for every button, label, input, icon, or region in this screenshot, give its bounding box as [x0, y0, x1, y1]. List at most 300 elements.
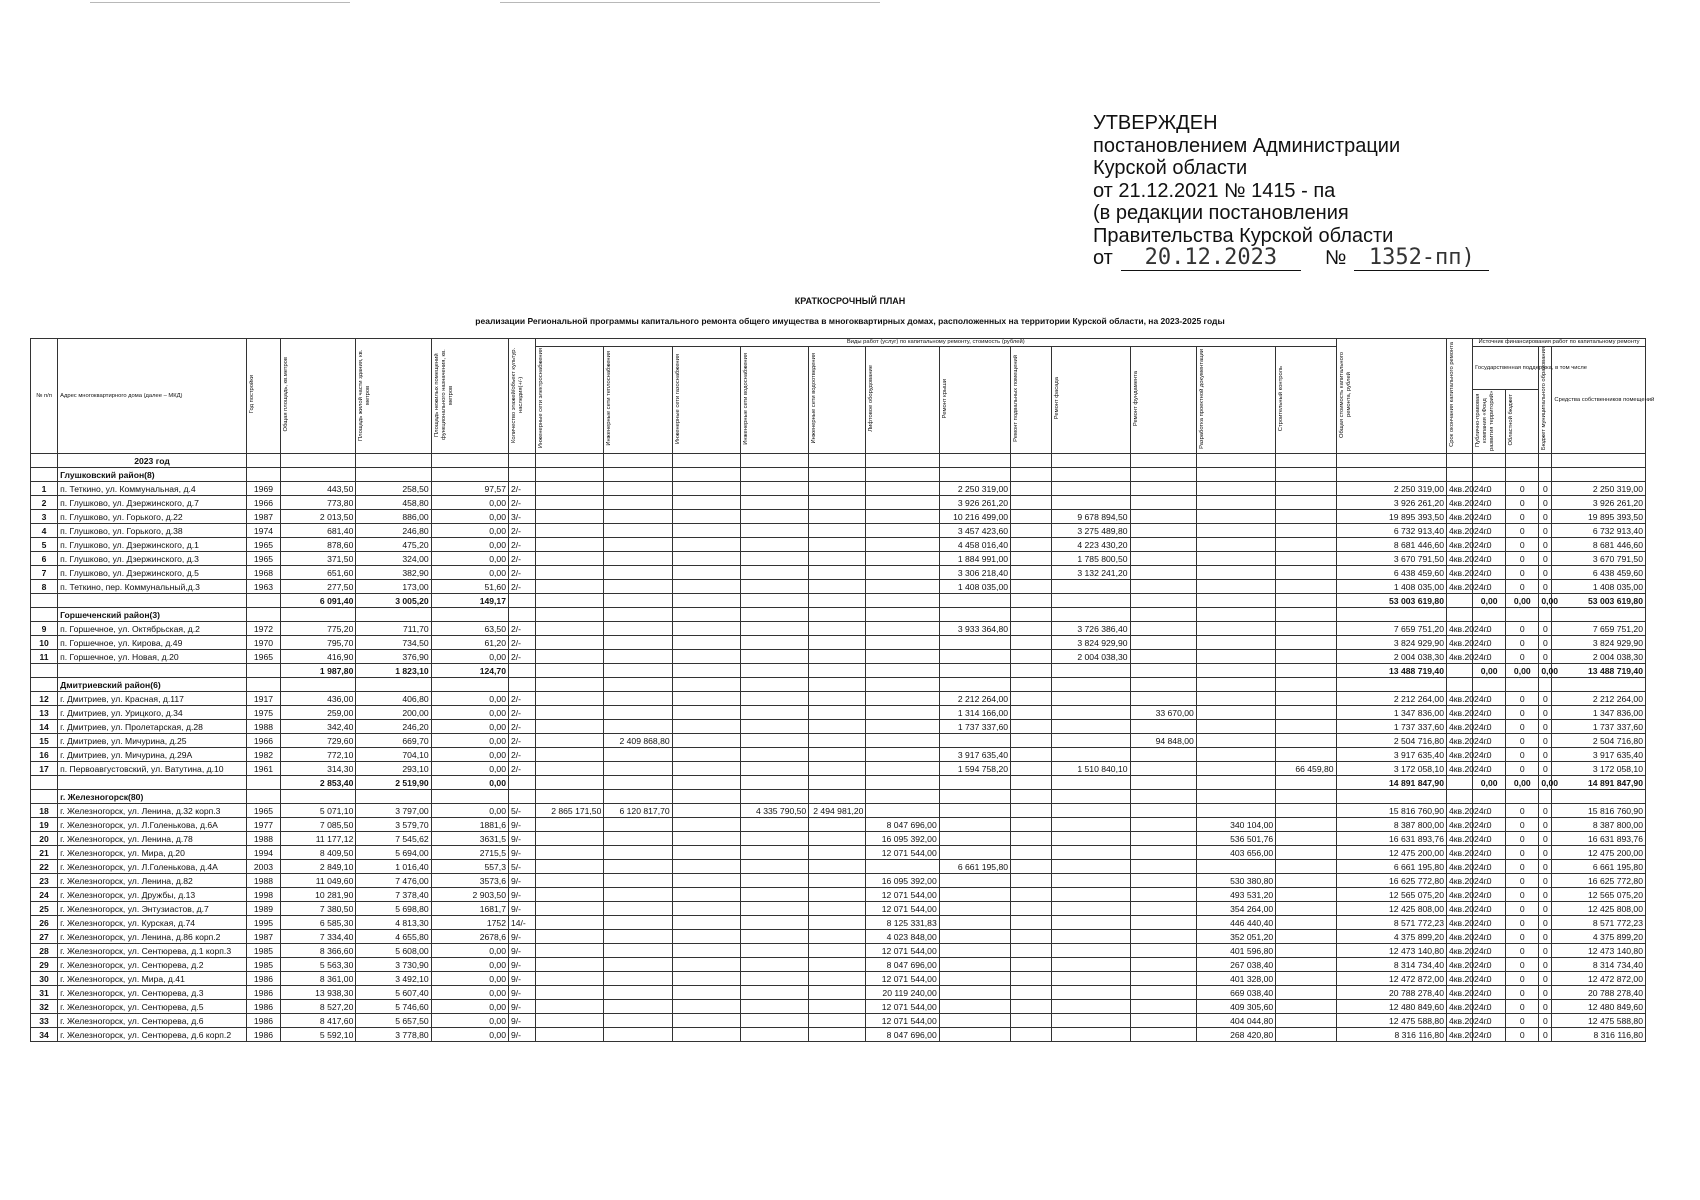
work-roof-cell: 1 737 337,60	[939, 720, 1010, 734]
table-cell	[1130, 678, 1196, 692]
living-area-cell: 4 655,80	[356, 930, 431, 944]
district-name: Дмитриевский район(6)	[58, 678, 247, 692]
table-cell	[740, 468, 808, 482]
work-sewer-cell	[809, 958, 866, 972]
work-sewer-cell	[809, 874, 866, 888]
total-cost-sum: 13 488 719,40	[1336, 664, 1446, 678]
work-control-cell	[1276, 860, 1336, 874]
row-number: 14	[31, 720, 58, 734]
work-design-cell	[1196, 720, 1275, 734]
work-water-cell	[740, 846, 808, 860]
table-cell	[431, 678, 508, 692]
total-area-sum: 6 091,40	[281, 594, 356, 608]
total-cost-cell: 7 659 751,20	[1336, 622, 1446, 636]
work-heat-cell	[604, 916, 672, 930]
work-basement-cell	[1011, 692, 1052, 706]
total-area-cell: 371,50	[281, 552, 356, 566]
work-lift-cell	[866, 622, 939, 636]
year-cell: 1966	[246, 734, 280, 748]
total-area-sum: 2 853,40	[281, 776, 356, 790]
municipal-cell: 0	[1539, 846, 1552, 860]
year-cell: 1986	[246, 1000, 280, 1014]
nonres-area-cell: 2678,6	[431, 930, 508, 944]
work-heat-cell	[604, 818, 672, 832]
work-sewer-cell	[809, 552, 866, 566]
table-cell	[1506, 678, 1539, 692]
work-heat-cell	[604, 986, 672, 1000]
table-row	[31, 846, 1646, 860]
work-control-cell	[1276, 636, 1336, 650]
address-cell: г. Железногорск, ул. Энтузиастов, д.7	[58, 902, 247, 916]
regional-cell: 0	[1506, 1028, 1539, 1042]
total-cost-cell: 8 387 800,00	[1336, 818, 1446, 832]
row-number: 18	[31, 804, 58, 818]
table-cell	[1447, 776, 1473, 790]
col-facade: Ремонт фасада	[1052, 347, 1130, 454]
living-area-cell: 7 476,00	[356, 874, 431, 888]
work-gas-cell	[672, 902, 740, 916]
nonres-area-cell: 63,50	[431, 622, 508, 636]
regional-cell: 0	[1506, 706, 1539, 720]
work-roof-cell	[939, 1028, 1010, 1042]
year-cell: 1988	[246, 720, 280, 734]
table-cell	[1447, 790, 1473, 804]
work-roof-cell	[939, 650, 1010, 664]
floors-cell: 2/-	[508, 496, 535, 510]
table-cell	[1052, 468, 1130, 482]
table-cell	[1052, 608, 1130, 622]
address-cell: г. Железногорск, ул. Ленина, д.32 корп.3	[58, 804, 247, 818]
living-area-cell: 458,80	[356, 496, 431, 510]
work-facade-cell	[1052, 1000, 1130, 1014]
work-facade-cell	[1052, 580, 1130, 594]
work-lift-cell	[866, 482, 939, 496]
table-cell	[866, 678, 939, 692]
floors-cell: 2/-	[508, 482, 535, 496]
table-cell	[1130, 664, 1196, 678]
work-heat-cell	[604, 580, 672, 594]
row-number: 15	[31, 734, 58, 748]
year-cell: 2003	[246, 860, 280, 874]
work-facade-cell	[1052, 706, 1130, 720]
table-cell	[866, 608, 939, 622]
fund-cell: 0	[1473, 1028, 1506, 1042]
table-cell	[939, 790, 1010, 804]
work-water-cell	[740, 1028, 808, 1042]
plan-title: КРАТКОСРОЧНЫЙ ПЛАН	[794, 296, 906, 306]
owners-cell: 3 926 261,20	[1552, 496, 1646, 510]
fund-cell: 0	[1473, 1000, 1506, 1014]
municipal-cell: 0	[1539, 482, 1552, 496]
total-cost-cell: 15 816 760,90	[1336, 804, 1446, 818]
work-lift-cell	[866, 566, 939, 580]
work-heat-cell	[604, 538, 672, 552]
table-row	[31, 580, 1646, 594]
row-number: 17	[31, 762, 58, 776]
table-cell	[536, 594, 604, 608]
regional-cell: 0	[1506, 538, 1539, 552]
table-cell	[672, 776, 740, 790]
work-roof-cell	[939, 874, 1010, 888]
nonres-area-cell: 51,60	[431, 580, 508, 594]
nonres-area-cell: 3631,5	[431, 832, 508, 846]
work-found-cell	[1130, 580, 1196, 594]
work-basement-cell	[1011, 650, 1052, 664]
table-cell	[1336, 790, 1446, 804]
work-heat-cell	[604, 958, 672, 972]
regional-sum: 0,00	[1506, 776, 1539, 790]
total-area-cell: 772,10	[281, 748, 356, 762]
work-roof-cell	[939, 888, 1010, 902]
municipal-cell: 0	[1539, 622, 1552, 636]
table-cell	[508, 468, 535, 482]
owners-cell: 2 212 264,00	[1552, 692, 1646, 706]
nonres-area-cell: 0,00	[431, 706, 508, 720]
year-cell: 1995	[246, 916, 280, 930]
table-cell	[1539, 468, 1552, 482]
row-number: 19	[31, 818, 58, 832]
table-cell	[31, 664, 58, 678]
work-gas-cell	[672, 972, 740, 986]
work-gas-cell	[672, 1014, 740, 1028]
living-area-cell: 3 797,00	[356, 804, 431, 818]
table-cell	[1447, 468, 1473, 482]
table-row	[31, 888, 1646, 902]
nonres-area-cell: 1681,7	[431, 902, 508, 916]
table-cell	[1336, 454, 1446, 468]
work-gas-cell	[672, 720, 740, 734]
table-row	[31, 1000, 1646, 1014]
work-basement-cell	[1011, 902, 1052, 916]
nonres-area-cell: 0,00	[431, 720, 508, 734]
owners-cell: 12 475 200,00	[1552, 846, 1646, 860]
row-number: 26	[31, 916, 58, 930]
work-roof-cell: 3 933 364,80	[939, 622, 1010, 636]
col-roof: Ремонт крыши	[939, 347, 1010, 454]
floors-cell: 2/-	[508, 762, 535, 776]
work-gas-cell	[672, 1000, 740, 1014]
municipal-cell: 0	[1539, 958, 1552, 972]
work-heat-cell	[604, 748, 672, 762]
row-number: 27	[31, 930, 58, 944]
total-cost-cell: 12 473 140,80	[1336, 944, 1446, 958]
work-found-cell	[1130, 748, 1196, 762]
total-cost-sum: 53 003 619,80	[1336, 594, 1446, 608]
total-area-cell: 8 409,50	[281, 846, 356, 860]
work-found-cell	[1130, 496, 1196, 510]
work-found-cell	[1130, 636, 1196, 650]
year-cell: 1974	[246, 524, 280, 538]
nonres-area-cell: 0,00	[431, 496, 508, 510]
work-lift-cell	[866, 636, 939, 650]
work-roof-cell	[939, 902, 1010, 916]
deadline-cell: 4кв.2024г.	[1447, 888, 1473, 902]
work-found-cell	[1130, 916, 1196, 930]
table-cell	[1130, 790, 1196, 804]
floors-cell: 9/-	[508, 832, 535, 846]
regional-cell: 0	[1506, 482, 1539, 496]
work-water-cell	[740, 552, 808, 566]
work-design-cell	[1196, 748, 1275, 762]
municipal-cell: 0	[1539, 860, 1552, 874]
row-number: 1	[31, 482, 58, 496]
work-facade-cell	[1052, 888, 1130, 902]
work-elec-cell	[536, 846, 604, 860]
approval-line: Курской области	[1093, 157, 1248, 179]
deadline-cell: 4кв.2024г.	[1447, 650, 1473, 664]
work-roof-cell	[939, 734, 1010, 748]
work-gas-cell	[672, 846, 740, 860]
total-cost-cell: 3 917 635,40	[1336, 748, 1446, 762]
fund-cell: 0	[1473, 552, 1506, 566]
work-found-cell	[1130, 818, 1196, 832]
work-water-cell	[740, 650, 808, 664]
living-area-cell: 3 730,90	[356, 958, 431, 972]
total-area-cell: 681,40	[281, 524, 356, 538]
work-roof-cell: 3 457 423,60	[939, 524, 1010, 538]
table-row	[31, 762, 1646, 776]
table-cell	[1130, 454, 1196, 468]
work-basement-cell	[1011, 734, 1052, 748]
work-heat-cell	[604, 1000, 672, 1014]
table-cell	[1506, 468, 1539, 482]
table-cell	[939, 468, 1010, 482]
fund-cell: 0	[1473, 846, 1506, 860]
municipal-cell: 0	[1539, 1028, 1552, 1042]
table-row	[31, 930, 1646, 944]
work-basement-cell	[1011, 916, 1052, 930]
table-row	[31, 818, 1646, 832]
living-area-sum: 1 823,10	[356, 664, 431, 678]
table-cell	[740, 608, 808, 622]
table-cell	[1011, 678, 1052, 692]
table-cell	[1196, 664, 1275, 678]
table-cell	[866, 454, 939, 468]
work-control-cell	[1276, 552, 1336, 566]
total-area-cell: 11 049,60	[281, 874, 356, 888]
work-design-cell	[1196, 622, 1275, 636]
table-cell	[1336, 678, 1446, 692]
col-total-area: Общая площадь, кв.метров	[281, 339, 356, 454]
table-cell	[356, 454, 431, 468]
table-cell	[1196, 468, 1275, 482]
work-design-cell	[1196, 538, 1275, 552]
total-area-cell: 13 938,30	[281, 986, 356, 1000]
year-cell: 1987	[246, 510, 280, 524]
district-row	[31, 678, 1646, 692]
work-elec-cell	[536, 1000, 604, 1014]
total-cost-cell: 12 565 075,20	[1336, 888, 1446, 902]
work-heat-cell	[604, 706, 672, 720]
work-facade-cell: 3 824 929,90	[1052, 636, 1130, 650]
fund-cell: 0	[1473, 874, 1506, 888]
fund-sum: 0,00	[1473, 664, 1506, 678]
deadline-cell: 4кв.2024г.	[1447, 846, 1473, 860]
col-regional: Областной бюджет	[1506, 390, 1539, 454]
total-area-cell: 2 013,50	[281, 510, 356, 524]
owners-cell: 1 737 337,60	[1552, 720, 1646, 734]
work-found-cell	[1130, 972, 1196, 986]
work-sewer-cell	[809, 846, 866, 860]
works-group-header: Виды работ (услуг) по капитальному ремонту, стоимость (рублей)	[536, 339, 1336, 347]
living-area-cell: 324,00	[356, 552, 431, 566]
work-control-cell	[1276, 720, 1336, 734]
work-basement-cell	[1011, 930, 1052, 944]
work-design-cell: 401 328,00	[1196, 972, 1275, 986]
row-number: 32	[31, 1000, 58, 1014]
table-cell	[1336, 608, 1446, 622]
owners-sum: 14 891 847,90	[1552, 776, 1646, 790]
total-area-cell: 5 592,10	[281, 1028, 356, 1042]
work-gas-cell	[672, 944, 740, 958]
address-cell: п. Глушково, ул. Дзержинского, д.5	[58, 566, 247, 580]
deadline-cell: 4кв.2024г.	[1447, 1028, 1473, 1042]
regional-cell: 0	[1506, 888, 1539, 902]
deadline-cell: 4кв.2024г.	[1447, 538, 1473, 552]
work-roof-cell	[939, 958, 1010, 972]
work-roof-cell	[939, 636, 1010, 650]
deadline-cell: 4кв.2024г.	[1447, 902, 1473, 916]
fund-cell: 0	[1473, 804, 1506, 818]
col-municipal: Бюджет муниципального образования	[1539, 347, 1552, 454]
table-cell	[508, 678, 535, 692]
table-row	[31, 972, 1646, 986]
handwritten-date: 20.12.2023	[1121, 247, 1301, 271]
owners-cell: 12 473 140,80	[1552, 944, 1646, 958]
work-heat-cell	[604, 860, 672, 874]
year-cell: 1963	[246, 580, 280, 594]
table-cell	[1276, 594, 1336, 608]
work-gas-cell	[672, 1028, 740, 1042]
deadline-cell: 4кв.2024г.	[1447, 1000, 1473, 1014]
living-area-cell: 5 607,40	[356, 986, 431, 1000]
work-elec-cell	[536, 496, 604, 510]
work-found-cell	[1130, 846, 1196, 860]
address-cell: п. Первоавгустовский, ул. Ватутина, д.10	[58, 762, 247, 776]
municipal-cell: 0	[1539, 930, 1552, 944]
living-area-cell: 669,70	[356, 734, 431, 748]
work-lift-cell	[866, 720, 939, 734]
table-cell	[281, 454, 356, 468]
municipal-sum: 0,00	[1539, 664, 1552, 678]
work-gas-cell	[672, 538, 740, 552]
fund-cell: 0	[1473, 692, 1506, 706]
regional-cell: 0	[1506, 1014, 1539, 1028]
work-design-cell	[1196, 566, 1275, 580]
table-cell	[1447, 678, 1473, 692]
work-heat-cell	[604, 720, 672, 734]
work-water-cell	[740, 972, 808, 986]
regional-cell: 0	[1506, 944, 1539, 958]
table-cell	[1552, 678, 1646, 692]
work-found-cell	[1130, 1014, 1196, 1028]
handwritten-number: 1352-пп)	[1354, 247, 1489, 271]
municipal-cell: 0	[1539, 874, 1552, 888]
floors-cell: 9/-	[508, 1014, 535, 1028]
table-cell	[939, 664, 1010, 678]
work-facade-cell: 1 785 800,50	[1052, 552, 1130, 566]
work-basement-cell	[1011, 748, 1052, 762]
regional-cell: 0	[1506, 958, 1539, 972]
work-gas-cell	[672, 818, 740, 832]
living-area-cell: 200,00	[356, 706, 431, 720]
floors-cell: 9/-	[508, 1000, 535, 1014]
work-gas-cell	[672, 804, 740, 818]
table-cell	[1447, 594, 1473, 608]
table-cell	[1552, 454, 1646, 468]
deadline-cell: 4кв.2024г.	[1447, 720, 1473, 734]
work-sewer-cell	[809, 818, 866, 832]
work-lift-cell	[866, 650, 939, 664]
district-total-row	[31, 664, 1646, 678]
table-cell	[1506, 790, 1539, 804]
table-cell	[246, 678, 280, 692]
owners-cell: 3 172 058,10	[1552, 762, 1646, 776]
work-gas-cell	[672, 958, 740, 972]
table-cell	[672, 678, 740, 692]
regional-sum: 0,00	[1506, 664, 1539, 678]
table-cell	[1052, 454, 1130, 468]
municipal-sum: 0,00	[1539, 776, 1552, 790]
work-design-cell	[1196, 636, 1275, 650]
deadline-cell: 4кв.2024г.	[1447, 930, 1473, 944]
table-header	[31, 339, 1655, 454]
work-water-cell	[740, 958, 808, 972]
work-elec-cell	[536, 986, 604, 1000]
table-cell	[246, 664, 280, 678]
total-area-cell: 443,50	[281, 482, 356, 496]
table-cell	[31, 608, 58, 622]
work-basement-cell	[1011, 1028, 1052, 1042]
owners-cell: 8 387 800,00	[1552, 818, 1646, 832]
work-elec-cell	[536, 720, 604, 734]
work-heat-cell	[604, 902, 672, 916]
work-gas-cell	[672, 734, 740, 748]
col-owners: Средства собственников помещений	[1552, 347, 1646, 454]
work-sewer-cell	[809, 762, 866, 776]
fund-cell: 0	[1473, 636, 1506, 650]
col-lift: Лифтовое оборудование	[866, 347, 939, 454]
work-design-cell: 268 420,80	[1196, 1028, 1275, 1042]
table-cell	[1539, 790, 1552, 804]
owners-cell: 8 314 734,40	[1552, 958, 1646, 972]
table-cell	[672, 468, 740, 482]
nonres-area-cell: 0,00	[431, 510, 508, 524]
work-sewer-cell	[809, 482, 866, 496]
work-elec-cell	[536, 916, 604, 930]
work-gas-cell	[672, 916, 740, 930]
regional-cell: 0	[1506, 496, 1539, 510]
work-facade-cell: 3 726 386,40	[1052, 622, 1130, 636]
work-found-cell	[1130, 650, 1196, 664]
living-area-cell: 7 378,40	[356, 888, 431, 902]
table-cell	[1506, 454, 1539, 468]
municipal-cell: 0	[1539, 692, 1552, 706]
regional-cell: 0	[1506, 636, 1539, 650]
work-heat-cell	[604, 846, 672, 860]
year-cell: 1965	[246, 804, 280, 818]
owners-cell: 15 816 760,90	[1552, 804, 1646, 818]
work-facade-cell	[1052, 902, 1130, 916]
work-water-cell	[740, 832, 808, 846]
table-cell	[246, 790, 280, 804]
address-cell: г. Железногорск, ул. Ленина, д.86 корп.2	[58, 930, 247, 944]
table-cell	[1196, 776, 1275, 790]
address-cell: г. Дмитриев, ул. Мичурина, д.25	[58, 734, 247, 748]
address-cell: п. Глушково, ул. Дзержинского, д.3	[58, 552, 247, 566]
table-cell	[1473, 678, 1506, 692]
row-number: 2	[31, 496, 58, 510]
